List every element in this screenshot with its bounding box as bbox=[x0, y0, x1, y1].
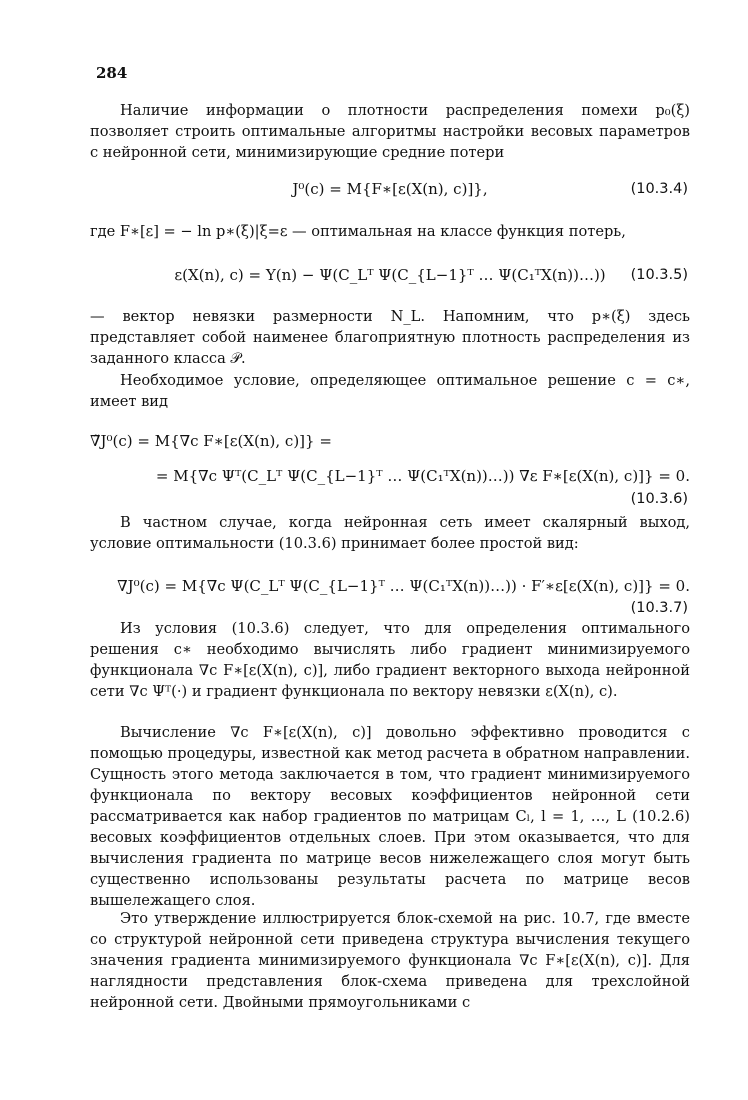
paragraph-6: Из условия (10.3.6) следует, что для определения оптимального решения c∗ необходимо вычислять либо градиент минимизируемого функционала ∇c F∗[ε(X(n), c)], либо градиент векторного выхода нейронной сети ∇c Ψᵀ(·) и градиент функционала по вектору невязки ε(X(n), c). bbox=[90, 620, 690, 700]
paragraph-7-block bbox=[90, 722, 690, 911]
equation-10-3-5-number: (10.3.5) bbox=[630, 267, 688, 283]
paragraph-2-block bbox=[90, 221, 690, 242]
paragraph-1-block bbox=[90, 100, 690, 163]
equation-10-3-7 bbox=[90, 575, 690, 597]
equation-10-3-4 bbox=[90, 178, 690, 200]
equation-10-3-6-line-2 bbox=[90, 465, 690, 487]
paragraph-2: где F∗[ε] = − ln p∗(ξ)|ξ=ε — оптимальная на классе функция потерь, bbox=[90, 223, 626, 240]
equation-10-3-7-body: ∇J⁰(c) = M{∇c Ψ(C_Lᵀ Ψ(C_{L−1}ᵀ … Ψ(C₁ᵀX(n))…)) · F′∗ε[ε(X(n), c)]} = 0. bbox=[117, 577, 690, 595]
paragraph-3-block bbox=[90, 306, 690, 369]
equation-10-3-4-body: J⁰(c) = M{F∗[ε(X(n), c)]}, bbox=[292, 180, 488, 198]
paragraph-8: Это утверждение иллюстрируется блок-схемой на рис. 10.7, где вместе со структурой нейронной сети приведена структура вычисления текущего значения градиента минимизируемого функционала ∇c F∗[ε(X(n), c)]. Для наглядности представления блок-схема приведена для трехслойной нейронной сети. Двойными прямоугольниками с bbox=[90, 910, 690, 1011]
page-number: 284 bbox=[96, 64, 128, 82]
equation-10-3-5 bbox=[90, 264, 690, 286]
equation-10-3-6-line-1 bbox=[90, 430, 690, 452]
equation-10-3-4-number: (10.3.4) bbox=[630, 181, 688, 197]
equation-10-3-6-line-2-body: = M{∇c Ψᵀ(C_Lᵀ Ψ(C_{L−1}ᵀ … Ψ(C₁ᵀX(n))…)) ∇ε F∗[ε(X(n), c)]} = 0. bbox=[155, 467, 690, 485]
paragraph-5-block bbox=[90, 512, 690, 554]
paragraph-1: Наличие информации о плотности распределения помехи p₀(ξ) позволяет строить оптимальные алгоритмы настройки весовых параметров c нейронной сети, минимизирующие средние потери bbox=[90, 102, 690, 161]
equation-10-3-5-body: ε(X(n), c) = Y(n) − Ψ(C_Lᵀ Ψ(C_{L−1}ᵀ … Ψ(C₁ᵀX(n))…)) bbox=[174, 266, 606, 284]
paragraph-8-block bbox=[90, 908, 690, 1013]
paragraph-3: — вектор невязки размерности N_L. Напомним, что p∗(ξ) здесь представляет собой наименее благоприятную плотность распределения из заданного класса 𝒫. bbox=[90, 308, 690, 367]
paragraph-6-block bbox=[90, 618, 690, 702]
paragraph-4-block bbox=[90, 370, 690, 412]
paragraph-5: В частном случае, когда нейронная сеть имеет скалярный выход, условие оптимальности (10.3.6) принимает более простой вид: bbox=[90, 514, 690, 552]
equation-10-3-6-line-1-body: ∇̃J⁰(c) = M{∇c F∗[ε(X(n), c)]} = bbox=[90, 432, 332, 450]
equation-10-3-7-number: (10.3.7) bbox=[630, 600, 688, 616]
equation-10-3-6-number: (10.3.6) bbox=[630, 491, 688, 507]
paragraph-4: Необходимое условие, определяющее оптимальное решение c = c∗, имеет вид bbox=[90, 372, 690, 410]
paragraph-7: Вычисление ∇c F∗[ε(X(n), c)] довольно эффективно проводится с помощью процедуры, известной как метод расчета в обратном направлении. Сущность этого метода заключается в том, что градиент минимизируемого функционала по вектору весовых коэффициентов нейронной сети рассматривается как набор градиентов по матрицам Cₗ, l = 1, …, L (10.2.6) весовых коэффициентов отдельных слоев. При этом оказывается, что для вычисления градиента по матрице весов нижележащего слоя могут быть существенно использованы результаты расчета по матрице весов вышележащего слоя. bbox=[90, 724, 691, 909]
